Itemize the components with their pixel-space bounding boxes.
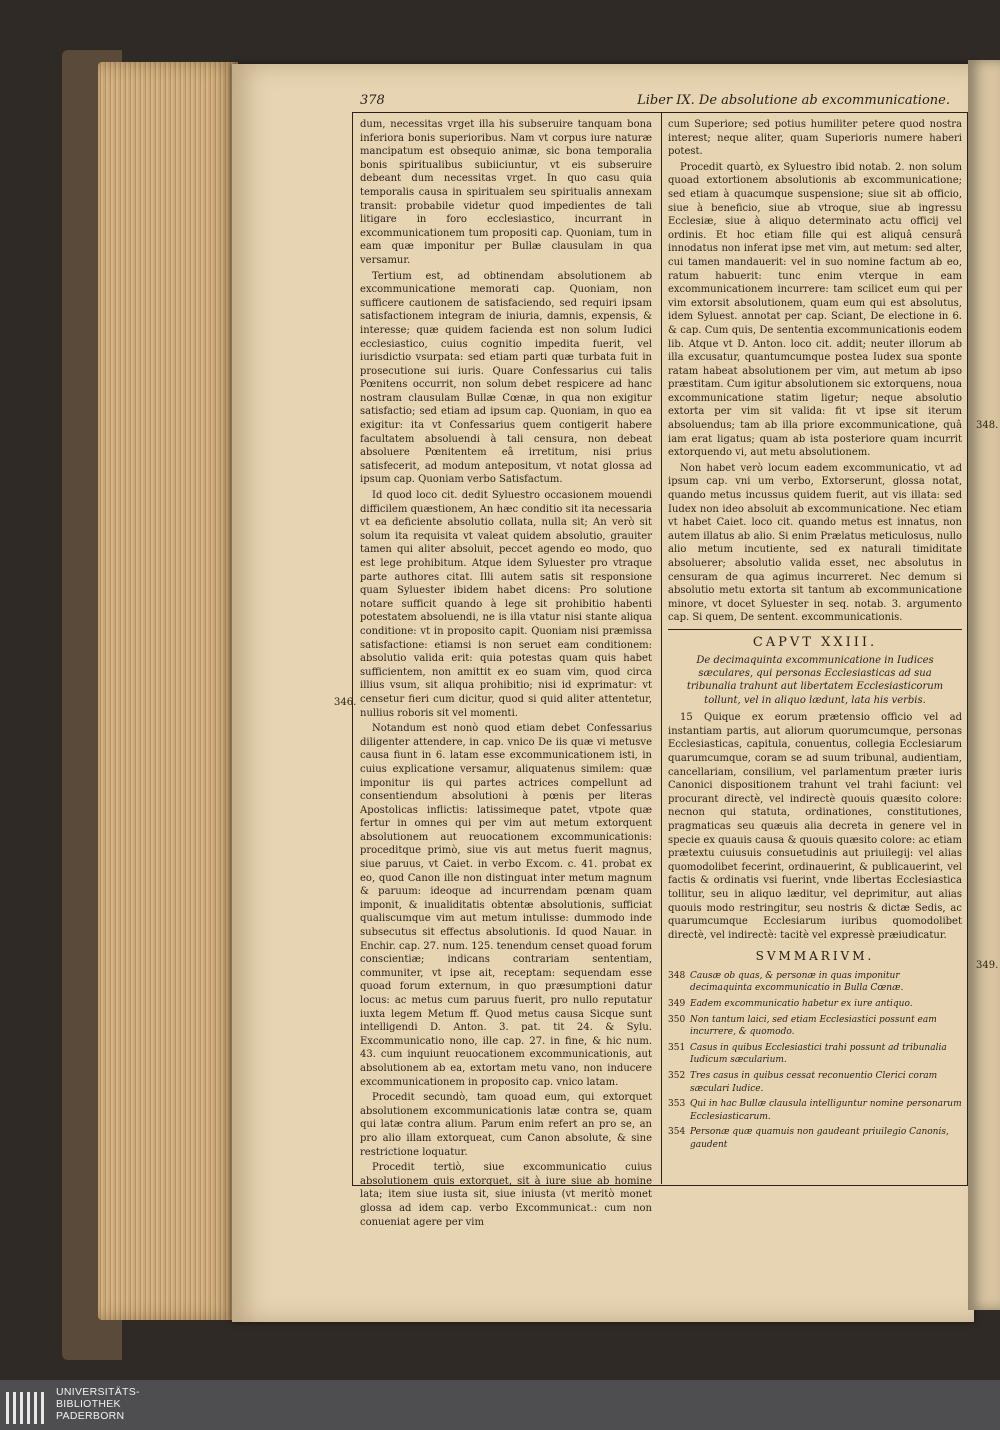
running-title: Liber IX. De absolutione ab excommunicatione. bbox=[637, 93, 950, 108]
summary-text: Qui in hac Bullæ clausula intelliguntur nomine personarum Ecclesiasticarum. bbox=[690, 1099, 962, 1122]
divider bbox=[668, 629, 962, 630]
summary-number: 348 bbox=[668, 970, 686, 981]
library-name-line1: UNIVERSITÄTS- bbox=[56, 1386, 140, 1398]
summary-list bbox=[668, 970, 962, 1152]
page-edges bbox=[98, 62, 238, 1320]
summary-item bbox=[668, 1098, 962, 1123]
paragraph: cum Superiore; sed potius humiliter petere quod nostra interest; neque aliter, quam Superioris numere haberi potest. bbox=[668, 119, 962, 158]
summary-heading: SVMMARIVM. bbox=[755, 949, 875, 964]
summary-text: Non tantum laici, sed etiam Ecclesiastici possunt eam incurrere, & quomodo. bbox=[690, 1014, 937, 1038]
library-footer bbox=[0, 1380, 1000, 1430]
bull-text: 15 Quique ex eorum prætensio officio vel ad instantiam partis, aut aliorum quorumcumque, personas Ecclesiasticas, capitula, conuentus, collegia Ecclesiarum quarumcumque, coram se ad suum tribunal, audientiam, cancellariam, consilium, vel parlamentum præter iuris Canonici dispositionem trahunt vel trahi faciunt: vel procurant directè, vel indirectè quouis quæsito colore: necnon qui statuta, ordinationes, constitutiones, pragmaticas seu quæuis alia decreta in genere vel in specie ex quauis causa & quouis quæsito colore: ac etiam prætextu cuiusuis consuetudinis aut priuilegij: vel alias quomodolibet fecerint, ordinauerint, & publicauerint, vel factis & ordinatis vsi fuerint, vnde libertas Ecclesiastica tollitur, seu in aliquo læditur, vel deprimitur, aut alias quouis modo restringitur, seu nostris & dictæ Sedis, ac quarumcumque Ecclesiarum iuribus quomodolibet directè, vel indirectè: tacitè vel expressè præiudicatur. bbox=[668, 712, 962, 941]
summary-item bbox=[668, 1070, 962, 1095]
paragraph: Procedit tertiò, siue excommunicatio cuius absolutionem quis extorquet, sit à iure siue ab homine lata; item siue iusta sit, siue iniusta (vt meritò monet glossa ad idem cap. verbo Excommunicat.: cum non conueniat agere per vim bbox=[360, 1162, 652, 1228]
summary-item bbox=[668, 998, 962, 1011]
summary-item bbox=[668, 1126, 962, 1151]
library-logo-icon bbox=[6, 1392, 48, 1424]
chapter-rubric: De decimaquinta excommunicatione in Iudices sæculares, qui personas Ecclesiasticas ad sua tribunalia trahunt aut libertatem Ecclesiasticorum tollunt, vel in aliquo lædunt, lata his verbis. bbox=[686, 654, 944, 706]
paragraph: Tertium est, ad obtinendam absolutionem ab excommunicatione memorati cap. Quoniam, non sufficere cautionem de satisfaciendo, sed requiri ipsam satisfactionem integram de iniuria, damnis, expensis, & interesse; quæ quidem facienda est non solum Iudici ecclesiastico, cuius cognitio impedita fuerit, vel iurisdictio vsurpata: sed etiam parti quæ turbata fuit in prosecutione sui iuris. Quare Confessarius cui talis Pœnitens occurrit, non solum debet respicere ad hanc nostram clausulam Bullæ Cœnæ, in qua non exigitur satisfactio; sed etiam ad ipsum cap. Quoniam, in quo ea exigitur: ita vt Confessarius quem contigerit habere facultatem absoluendi à tali censura, non debeat absoluere Pœnitentem eâ irretitum, nisi prius satisfecerit, ad modum antepositum, vt notat glossa ad ipsum cap. Quoniam verbo Satisfactum. bbox=[360, 270, 652, 486]
paragraph: Procedit quartò, ex Syluestro ibid notab. 2. non solum quoad extortionem absolutionis ab excommunicatione; sed etiam à quacumque suspensione; siue sit ab officio, siue à beneficio, siue ab vtroque, siue ab ingressu Ecclesiæ, siue à aliquo determinato actu officij vel ordinis. Et hoc etiam fille qui est aliquâ censurâ innodatus non inferat ipse met vim, aut metum: sed alter, cui tamen mandauerit: vel in suo nomine factum ab eo, ratum habuerit: tunc enim vterque in eam excommunicationem incurrere: tam scilicet eum qui per vim extorsit absolutionem, quam eum qui est absolutus, idem Syluest. annotat per cap. Sciant, De electione in 6. & cap. Cum quis, De sententia excommunicationis eodem lib. Atque vt D. Anton. loco cit. addit; neuter illorum ab illa excusatur, quantumcumque postea Iudex sua sponte ratam habeat absolutionem per vim, aut metum ab ipso præstitam. Cum igitur absolutionem sic extorquens, noua excommunicatione statim ligetur; neque absolutio extorta per vim sit valida: fit vt ipse sit iterum absoluendus; tam ab illa priore excommunicatione, quâ iam erat ligatus; quam ab ista posteriore quam incurrit extorquendo vi, aut metu absolutionem. bbox=[668, 161, 962, 459]
summary-item bbox=[668, 970, 962, 995]
library-name-line2: BIBLIOTHEK bbox=[56, 1398, 121, 1410]
summary-number: 349 bbox=[668, 999, 686, 1010]
margin-note-348: 348. bbox=[976, 420, 999, 431]
summary-item bbox=[668, 1014, 962, 1039]
running-head bbox=[360, 92, 960, 112]
library-name-line3: PADERBORN bbox=[56, 1410, 125, 1422]
summary-number: 354 bbox=[668, 1127, 686, 1138]
left-column bbox=[360, 118, 652, 1228]
facing-page-edge bbox=[968, 60, 1000, 1310]
summary-number: 352 bbox=[668, 1071, 686, 1082]
margin-note-349: 349. bbox=[976, 960, 999, 971]
page-number: 378 bbox=[360, 93, 385, 108]
summary-number: 353 bbox=[668, 1099, 686, 1110]
summary-item bbox=[668, 1042, 962, 1067]
summary-text: Causæ ob quas, & personæ in quas imponitur decimaquinta excommunicatio in Bulla Cœnæ. bbox=[690, 970, 904, 994]
summary-text: Eadem excommunicatio habetur ex iure antiquo. bbox=[690, 999, 913, 1010]
paragraph: Notandum est nonò quod etiam debet Confessarius diligenter attendere, in cap. vnico De iis quæ vi metusve causa fiunt in 6. latam esse excommunicationem isti, in cuius explicatione versamur, aliquatenus similem: quæ imponitur iis qui partes actrices compellunt ad consentiendum absolutioni à pœnis per literas Apostolicas inflictis: latissimeque patet, vtpote quæ fertur in omnes qui per vim aut metum extorquent absolutionem aut reuocationem excommunicationis: proceditque primò, siue vis aut metus fuerit magnus, siue paruus, vt Caiet. in verbo Excom. c. 41. probat ex eo, quod Canon ille non distinguat inter metum magnum & paruum: ideoque ad incurrendam pœnam quam imponit, & inualiditatis obtentæ absolutionis, sufficiat qualiscumque vim aut metum intulisse: dummodo inde subsecutus sit effectus absolutionis. Id quod Nauar. in Enchir. cap. 27. num. 125. tenendum censet quoad forum conscientiæ; indicans contrariam sententiam, communiter, vt ipse ait, receptam: sequendam esse quoad forum externum, in quo præsumptioni datur locus: ac metus cum paruus fuerit, pro nullo reputatur iuxta legem Metum ff. Quod metus causa Sicque sunt intelligendi D. Anton. 3. pat. tit 24. & Sylu. Excommunicatio nono, ille cap. 27. in fine, & hic num. 43. cum inquiunt reuocationem excommunicationis, aut absolutionem ab ea, extortam metu vano, non inducere excommunicationem in proposito cap. vnico latam. bbox=[360, 723, 652, 1088]
margin-note-346: 346. bbox=[334, 697, 357, 708]
summary-text: Casus in quibus Ecclesiastici trahi possunt ad tribunalia Iudicum sæcularium. bbox=[690, 1042, 947, 1066]
summary-number: 351 bbox=[668, 1042, 686, 1053]
paragraph: Procedit secundò, tam quoad eum, qui extorquet absolutionem excommunicationis latæ contra se, quam qui latæ contra alium. Parum enim refert an pro se, an pro alio illam extorqueat, cum Canon absolute, & sine restrictione loquatur. bbox=[360, 1092, 652, 1158]
paragraph: Id quod loco cit. dedit Syluestro occasionem mouendi difficilem quæstionem, An hæc conditio sit ita necessaria vt ea deficiente absolutio collata, nulla sit; An verò sit solum ita requisita vt valeat quidem absolutio, grauiter tamen qui aliter absoluit, peccet agendo eo modo, quo est lege prohibitum. Atque idem Syluester pro vtraque parte authores citat. Illi autem satis sit responsione quam Syluester ibidem habet dicens: Pro solutione notare sufficit quando à lege sit prohibitio habenti potestatem absoluendi, ne is illa vtatur nisi stante aliqua conditione: vt in proposito capit. Quoniam nisi præmissa satisfactione: etiamsi is non seruet eam conditionem: absolutio valida erit: quia potestas quam quis habet sufficientem, non amittit ex eo suam vim, quod circa illius vsum, sit aliqua prohibitio; nisi id exprimatur: vt censetur fieri cum dicitur, quod si quid aliter attentetur, nullius roboris sit vel momenti. bbox=[360, 490, 652, 719]
column-rule bbox=[661, 112, 662, 1184]
library-name bbox=[56, 1386, 140, 1422]
summary-text: Tres casus in quibus cessat reconuentio Clerici coram sæculari Iudice. bbox=[690, 1071, 938, 1094]
summary-text: Personæ quæ quamuis non gaudeant priuilegio Canonis, gaudent bbox=[690, 1127, 949, 1150]
right-column bbox=[668, 118, 962, 1178]
paragraph: dum, necessitas vrget illa his subseruire tanquam bona inferiora bonis superioribus. Nam vt corpus iure naturæ mancipatum est obsequio animæ, sic bona temporalia bonis spiritualibus subiiciuntur, vt eis subseruire debeant dum necessitas vrget. In quo casu quia temporalis causa in spiritualem seu spiritualis annexam transit: probabile videtur quod impedientes de tali litigare in foro ecclesiastico, incurrant in excommunicationem tum propositi cap. Quoniam, tum in eam quæ imponitur per Bullæ clausulam in qua versamur. bbox=[360, 119, 652, 266]
chapter-heading: CAPVT XXIII. bbox=[752, 634, 878, 650]
paragraph: Non habet verò locum eadem excommunicatio, vt ad ipsum cap. vni um verbo, Extorserunt, glossa notat, quando metus incussus quidem fuerit, aut vis illata: sed Iudex non ideo absoluit ab excommunicatione. Nec etiam vt habet Caiet. loco cit. quando metus est innatus, non autem illatus ab alio. Si enim Prælatus meticulosus, nullo alio metum incutiente, sed ex naturali timiditate absoluerer; absolutio valida esset, nec absolutus in censuram de qua agimus incurreret. Nec demum si absolutio metu extorta sit tantum ab excommunicatione minore, vt docet Syluester in seq. notab. 3. argumento cap. Si quem, De sentent. excommunicationis. bbox=[668, 462, 962, 624]
summary-number: 350 bbox=[668, 1014, 686, 1025]
